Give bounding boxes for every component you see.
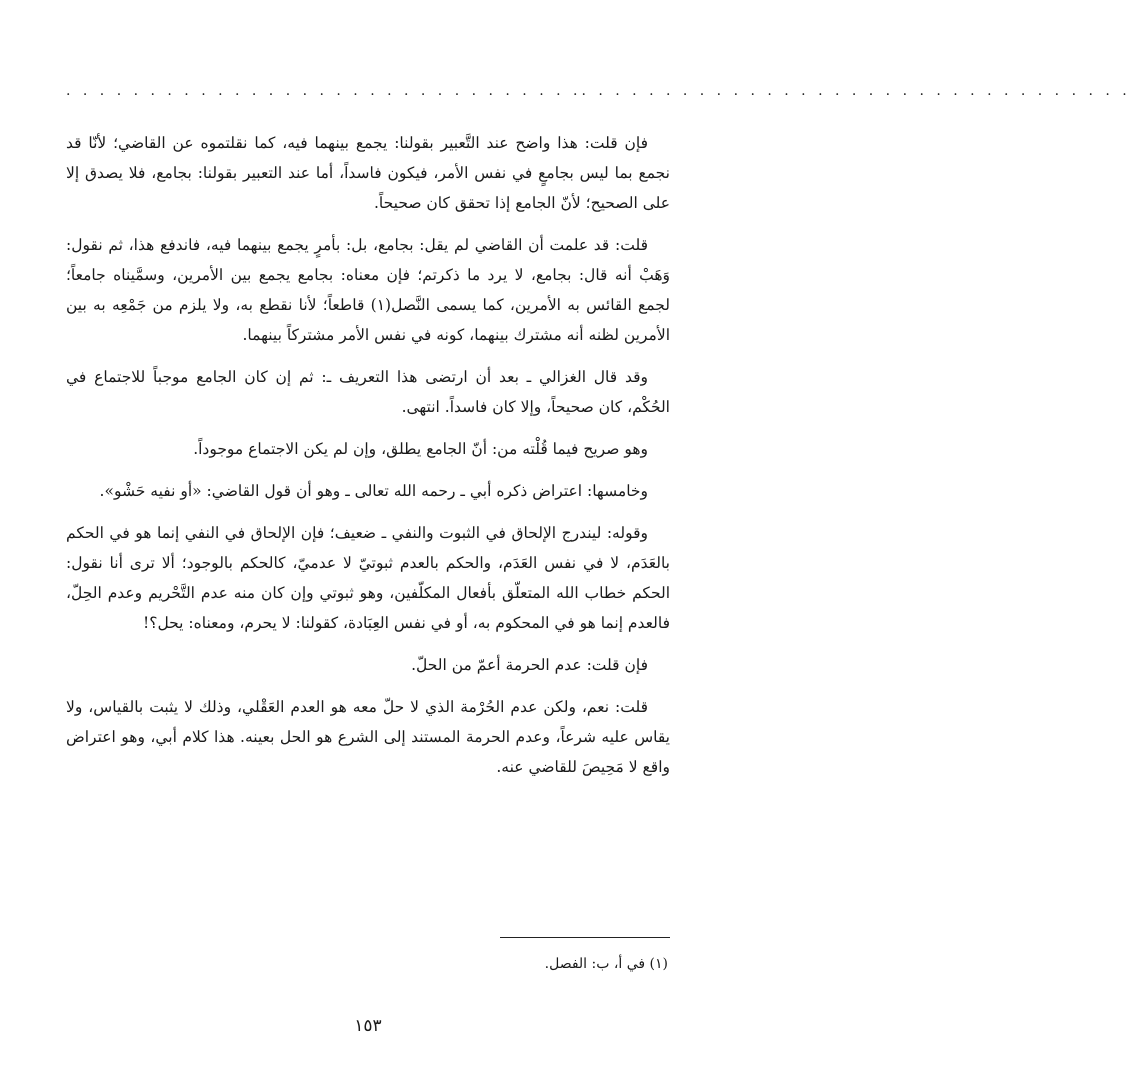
footnote: (١) في أ، ب: الفصل. [544,956,668,972]
footnote-divider [500,937,670,938]
header-dots-right: . . . . . . . . . . . . . . . . . . . . . . . . . . . . . . . . . [581,83,1131,99]
paragraph: وخامسها: اعتراض ذكره أبي ـ رحمه الله تعالى ـ وهو أن قول القاضي: «أو نفيه حَشْو». [99,482,648,500]
paragraph: فإن قلت: هذا واضح عند التَّعبير بقولنا: يجمع بينهما فيه، كما نقلتموه عن القاضي؛ لأنّا قد نجمع بما ليس بجامعٍ في نفس الأمر، فيكون فاسداً، أما عند التعبير بقولنا: بجامع، فلا يصدق إلا على الصحيح؛ لأنّ الجامع إذا تحقق كان صحيحاً. [66,134,670,212]
header-dotted-rule [66,82,1131,100]
main-text [66,128,670,794]
header-dots-left: . . . . . . . . . . . . . . . . . . . . . . . . . . . . . . . [66,83,582,99]
paragraph: وهو صريح فيما قُلْته من: أنّ الجامع يطلق، وإن لم يكن الاجتماع موجوداً. [193,440,648,458]
paragraph: وقوله: ليندرج الإلحاق في الثبوت والنفي ـ ضعيف؛ فإن الإلحاق في النفي إنما هو في الحكم بالعَدَم، لا في نفس العَدَم، والحكم بالعدم ثبوتيّ لا عدميّ، كالحكم بالوجود؛ ألا ترى أنا نقول: الحكم خطاب الله المتعلّق بأفعال المكلّفين، وهو ثبوتي وإن كان منه عدم التَّحْريم وعدم الحِلّ، فالعدم إنما هو في المحكوم به، أو في نفس العِبَادة، كقولنا: لا يحرم، ومعناه: يحل؟! [66,524,670,632]
footnote-section [66,937,670,978]
book-page [66,0,1131,1092]
paragraph: فإن قلت: عدم الحرمة أعمّ من الحلّ. [411,656,648,674]
paragraph: وقد قال الغزالي ـ بعد أن ارتضى هذا التعريف ـ: ثم إن كان الجامع موجباً للاجتماع في الحُكْم، كان صحيحاً، وإلا كان فاسداً. انتهى. [66,368,670,416]
page-number: ١٥٣ [354,1016,382,1036]
paragraph: قلت: قد علمت أن القاضي لم يقل: بجامع، بل: بأمرٍ يجمع بينهما فيه، فاندفع هذا، ثم نقول: وَهَبْ أنه قال: بجامع، لا يرد ما ذكرتم؛ فإن معناه: بجامع يجمع بين الأمرين، وسمَّيناه جامعاً؛ لجمع القائس به الأمرين، كما يسمى النَّصل(١) قاطعاً؛ لأنا نقطع به، ولا يلزم من جَمْعِه به بين الأمرين لظنه أنه مشترك بينهما، كونه في نفس الأمر مشتركاً بينهما. [66,236,670,344]
paragraph: قلت: نعم، ولكن عدم الحُرْمة الذي لا حلّ معه هو العدم العَقْلي، وذلك لا يثبت بالقياس، ولا يقاس عليه شرعاً، وعدم الحرمة المستند إلى الشرع هو الحل بعينه. هذا كلام أبي، وهو اعتراض واقع لا مَحِيصَ للقاضي عنه. [66,698,670,776]
